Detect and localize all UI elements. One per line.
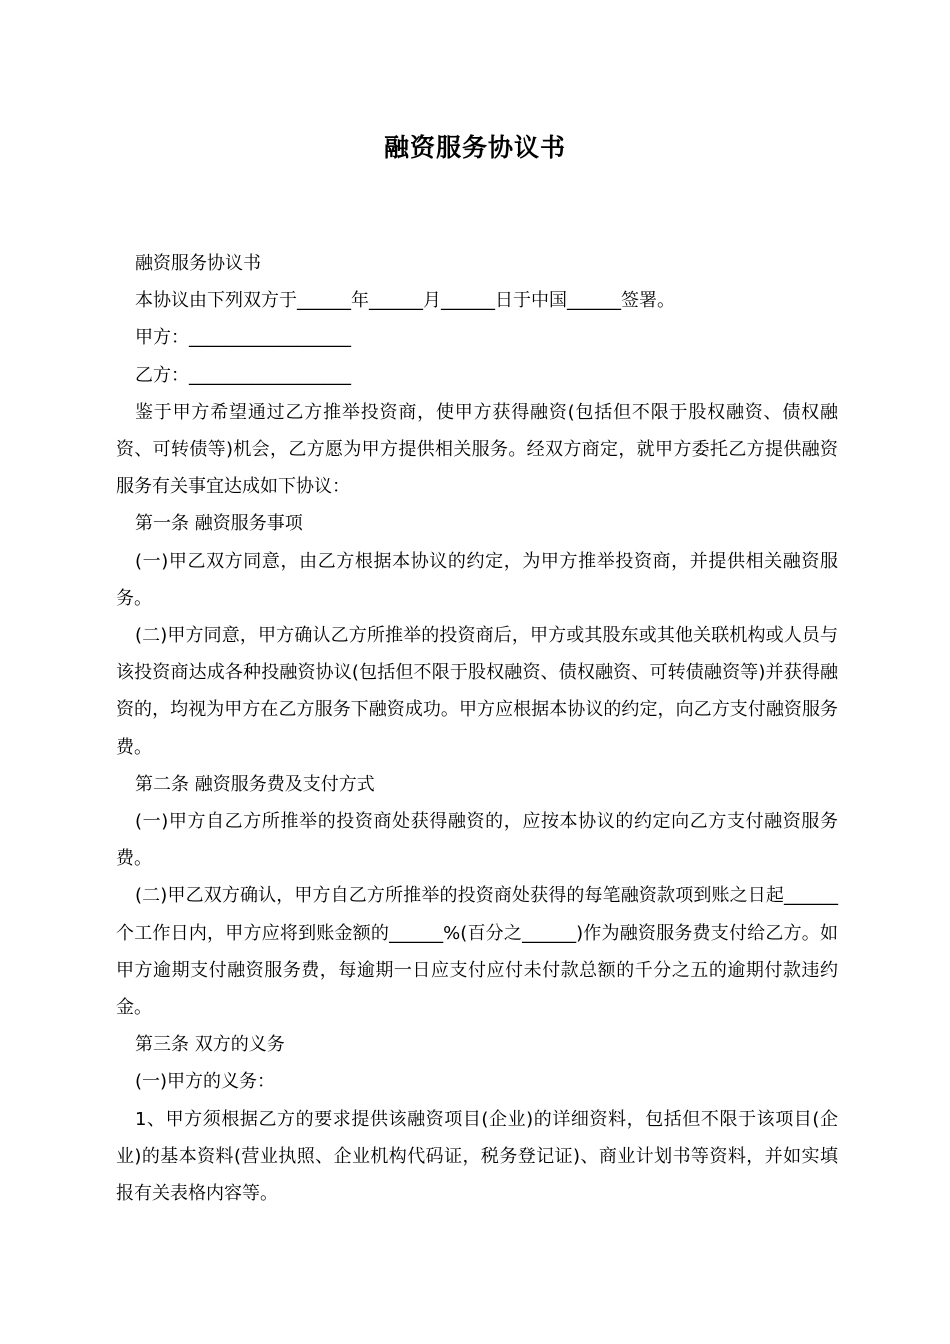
paragraph-party-b: 乙方：__________________ — [135, 364, 351, 386]
article-2-clause-2: (二)甲乙双方确认，甲方自乙方所推举的投资商处获得的每笔融资款项到账之日起______个工作日内，甲方应将到账金额的______%(百分之______)作为融资服务费支付给乙方。如甲方逾期支付融资服务费，每逾期一日应支付应付未付款总额的千分之五的逾期付款违约金。 — [116, 885, 838, 1019]
article-3-item-1: 1、甲方须根据乙方的要求提供该融资项目(企业)的详细资料，包括但不限于该项目(企业)的基本资料(营业执照、企业机构代码证，税务登记证)、商业计划书等资料，并如实填报有关表格内容等。 — [116, 1108, 838, 1205]
article-1-clause-1: (一)甲乙双方同意，由乙方根据本协议的约定，为甲方推举投资商，并提供相关融资服务。 — [116, 550, 838, 609]
document-title: 融资服务协议书 — [383, 133, 566, 162]
article-3-section-1: (一)甲方的义务： — [135, 1071, 276, 1093]
article-1-heading: 第一条 融资服务事项 — [135, 513, 303, 535]
paragraph-preamble: 鉴于甲方希望通过乙方推举投资商，使甲方获得融资(包括但不限于股权融资、债权融资、可转债等)机会，乙方愿为甲方提供相关服务。经双方商定，就甲方委托乙方提供融资服务有关事宜达成如下协议： — [116, 401, 838, 498]
paragraph-heading: 融资服务协议书 — [135, 253, 261, 274]
paragraph-party-a: 甲方：__________________ — [135, 327, 351, 349]
article-2-heading: 第二条 融资服务费及支付方式 — [135, 773, 375, 795]
article-1-clause-2: (二)甲方同意，甲方确认乙方所推举的投资商后，甲方或其股东或其他关联机构或人员与该投资商达成各种投融资协议(包括但不限于股权融资、债权融资、可转债融资等)并获得融资的，均视为甲方在乙方服务下融资成功。甲方应根据本协议的约定，向乙方支付融资服务费。 — [116, 625, 838, 758]
document-body — [116, 245, 838, 1212]
article-3-heading: 第三条 双方的义务 — [135, 1034, 285, 1056]
article-2-clause-1: (一)甲方自乙方所推举的投资商处获得融资的，应按本协议的约定向乙方支付融资服务费。 — [116, 811, 838, 870]
paragraph-signing-date: 本协议由下列双方于______年______月______日于中国______签署。 — [135, 290, 675, 312]
